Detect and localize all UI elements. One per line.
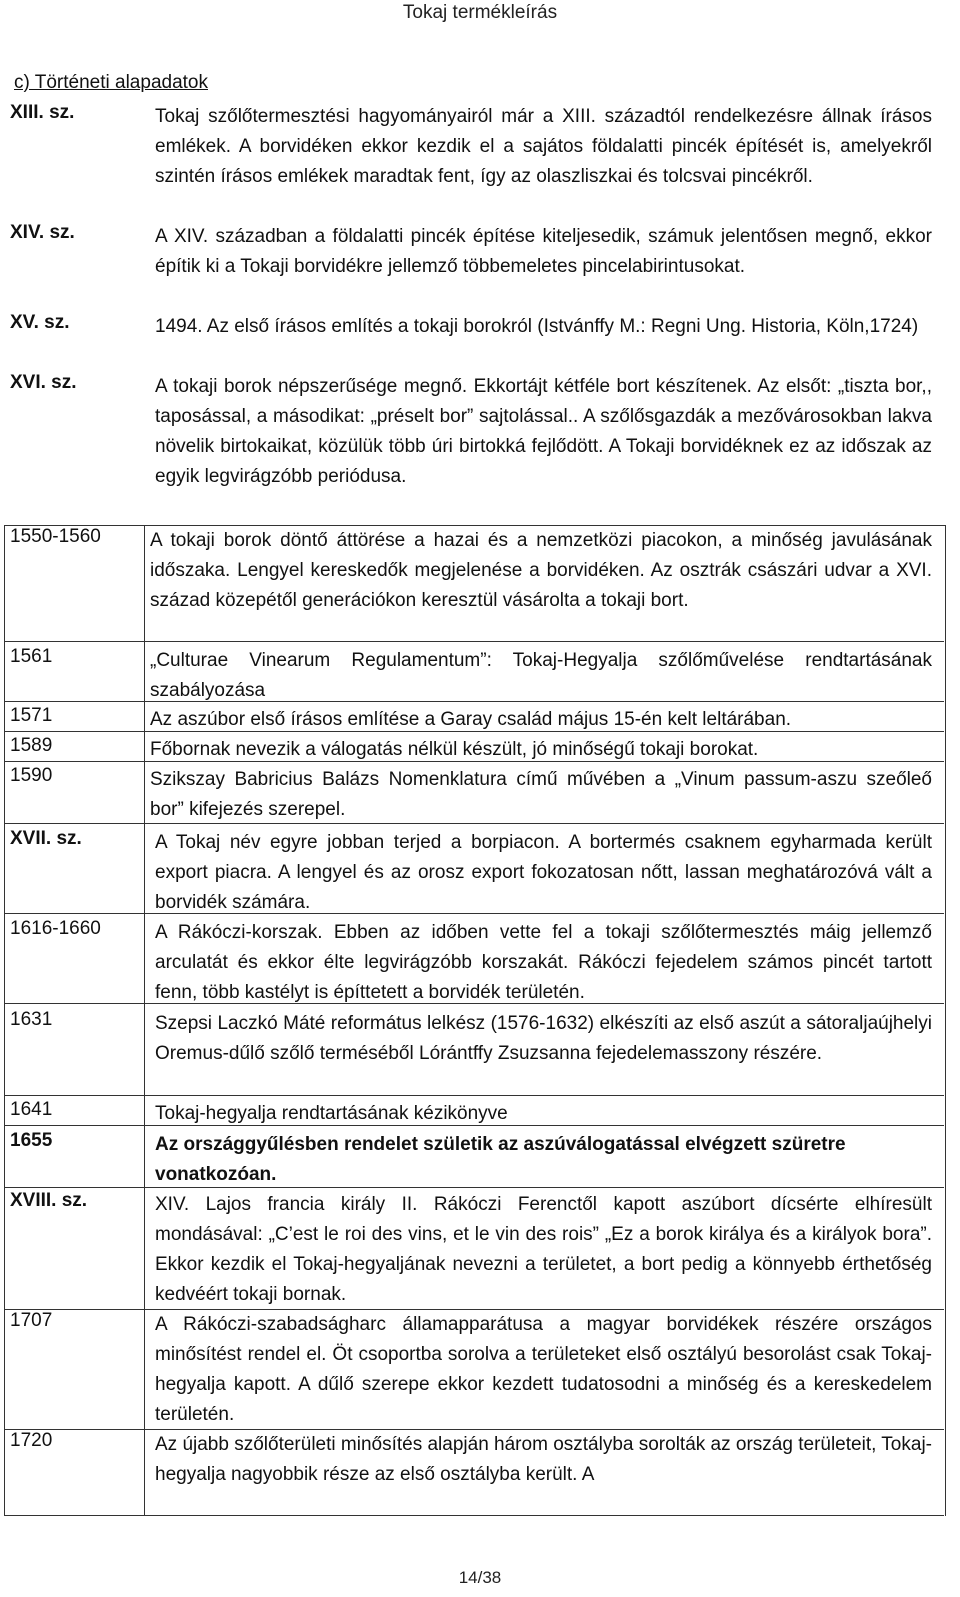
row-year: 1707 — [10, 1310, 53, 1331]
row-year: 1616-1660 — [10, 918, 101, 939]
row-year: XV. sz. — [10, 312, 70, 333]
row-text: XIV. Lajos francia király II. Rákóczi Ferenctől kapott aszúbort dícsérte elhíresült mondásával: „C’est le roi des vins, et le vin des rois” „Ez a borok királya és a királyok bora”. Ekkor kezdik el Tokaj-hegyaljának nevezni a területet, a bort pedig a könnyebb érthetőség kedvéért tokaji bornak. — [155, 1194, 932, 1305]
row-year: XVIII. sz. — [10, 1190, 88, 1211]
row-year: 1561 — [10, 646, 53, 667]
table-column-divider — [144, 525, 145, 1515]
row-text: 1494. Az első írásos említés a tokaji borokról (Istvánffy M.: Regni Ung. Historia, Köln,1724) — [155, 316, 919, 337]
row-text: Az újabb szőlőterületi minősítés alapján három osztályba sorolták az ország területeit, Tokaj-hegyalja nagyobbik része az első osztályba került. A — [155, 1434, 932, 1485]
row-year: XVII. sz. — [10, 828, 82, 849]
row-text: Szepsi Laczkó Máté református lelkész (1576-1632) elkészíti az első aszút a sátoraljaújhelyi Oremus-dűlő szőlő terméséből Lórántffy Zsuzsanna fejedelemasszony részére. — [155, 1013, 932, 1064]
row-year: XIV. sz. — [10, 222, 75, 243]
page-number: 14/38 — [458, 1568, 502, 1587]
row-text: Tokaj szőlőtermesztési hagyományairól már a XIII. századtól rendelkezésre állnak írásos emlékek. A borvidéken ekkor kezdik el a sajátos földalatti pincék építését is, amelyekről szintén írásos emlékek maradtak fent, így az olaszliszkai és tolcsvai pincékről. — [155, 106, 932, 187]
table-row-divider — [4, 1095, 944, 1096]
row-year: 1655 — [10, 1130, 53, 1151]
section-title: c) Történeti alapadatok — [14, 72, 208, 93]
table-row-divider — [4, 1515, 944, 1516]
row-text: „Culturae Vinearum Regulamentum”: Tokaj-Hegyalja szőlőművelése rendtartásának szabályozása — [150, 650, 932, 701]
row-text: A XIV. században a földalatti pincék építése kiteljesedik, számuk jelentősen megnő, ekkor építik ki a Tokaji borvidékre jellemző többemeletes pincelabirintusokat. — [155, 226, 932, 277]
row-year: XIII. sz. — [10, 102, 75, 123]
row-year: 1571 — [10, 705, 53, 726]
row-year: 1641 — [10, 1099, 53, 1120]
row-year: 1589 — [10, 735, 53, 756]
row-text: A Rákóczi-korszak. Ebben az időben vette fel a tokaji szőlőtermesztés máig jellemző arculatát és ekkor élte legvirágzóbb korszakát. Rákóczi fejedelem számos pincét tartott fenn, több kastélyt is építtetett a borvidék területén. — [155, 922, 932, 1003]
row-text: Tokaj-hegyalja rendtartásának kézikönyve — [155, 1103, 508, 1124]
row-year: 1720 — [10, 1430, 53, 1451]
row-text: A tokaji borok népszerűsége megnő. Ekkortájt kétféle bort készítenek. Az elsőt: „tiszta bor,, taposással, a másodikat: „préselt bor” sajtolással.. A szőlősgazdák a mezővárosokban lakva növelik birtokaikat, közülük több úri birtokká fejlődött. A Tokaji borvidéknek ez az időszak az egyik legvirágzóbb periódusa. — [155, 376, 932, 487]
row-year: 1590 — [10, 765, 53, 786]
row-text: Főbornak nevezik a válogatás nélkül készült, jó minőségű tokaji borokat. — [150, 739, 759, 760]
row-text: A Rákóczi-szabadságharc államapparátusa a magyar borvidékek részére országos minősítést rendel el. Öt csoportba sorolva a területeket első osztályú besorolást csak Tokaj-hegyalja kapott. A dűlő szerepe ekkor kezdett tudatosodni a minőség és a kereskedelem területén. — [155, 1314, 932, 1425]
page-header: Tokaj termékleírás — [402, 2, 558, 23]
row-year: 1631 — [10, 1009, 53, 1030]
row-text: A Tokaj név egyre jobban terjed a borpiacon. A bortermés csaknem egyharmada került export piacra. A lengyel és az orosz export fokozatosan nőtt, lassan meghatározóvá vált a borvidék számára. — [155, 832, 932, 913]
row-text: Az aszúbor első írásos említése a Garay család május 15-én kelt leltárában. — [150, 709, 792, 730]
row-text: Az országgyűlésben rendelet születik az aszúválogatással elvégzett szüretre vonatkozóan. — [155, 1134, 846, 1185]
row-year: XVI. sz. — [10, 372, 77, 393]
row-text: Szikszay Babricius Balázs Nomenklatura című művében a „Vinum passum-aszu szeőleő bor” kifejezés szerepel. — [150, 769, 932, 820]
row-text: A tokaji borok döntő áttörése a hazai és a nemzetközi piacokon, a minőség javulásának időszaka. Lengyel kereskedők megjelenése a borvidéken. Az osztrák császári udvar a XVI. század közepétől generációkon keresztül vásárolta a tokaji bort. — [150, 530, 932, 611]
row-year: 1550-1560 — [10, 526, 101, 547]
table-row-divider — [4, 641, 944, 642]
